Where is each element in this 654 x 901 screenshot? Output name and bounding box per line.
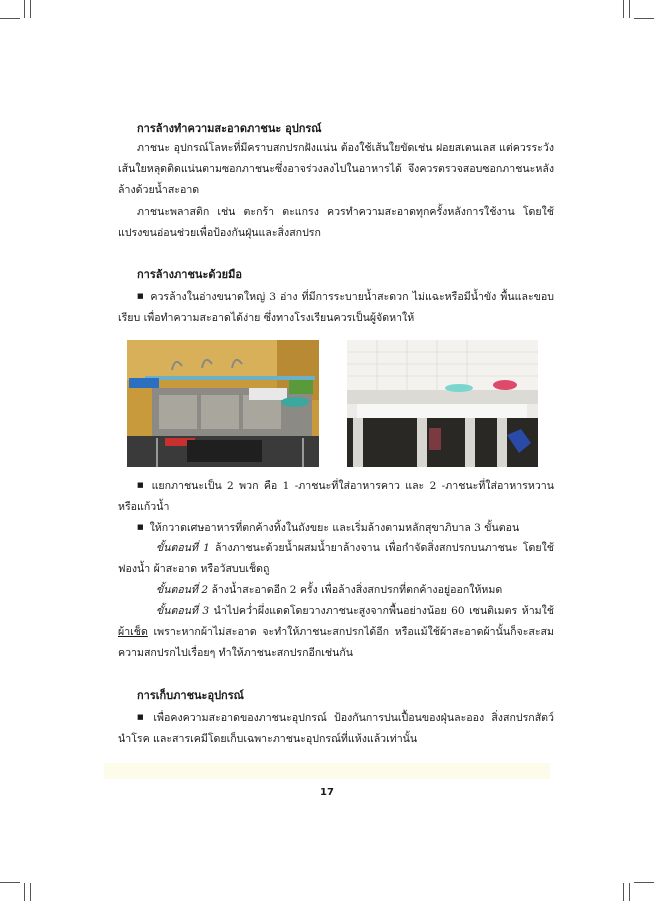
crop-mark [0, 882, 20, 883]
underlined-term: ผ้าเช็ด [118, 626, 148, 639]
step-text: นำไปคว่ำผึ่งแดดโดยวางภาชนะสูงจากพื้นอย่างน้อย 60 เซนติเมตร ห้ามใช้ [213, 605, 554, 617]
step-text: ล้างภาชนะด้วยน้ำผสมน้ำยาล้างจาน เพื่อกำจัดสิ่งสกปรกบนภาชนะ โดยใช้ฟองน้ำ ผ้าสะอาด หรือวัสบบเช็ดถู [118, 542, 554, 576]
bullet-text: ■ ให้กวาดเศษอาหารที่ตกค้างทิ้งในถังขยะ และเริ่มล้างตามหลักสุขาภิบาล 3 ขั้นตอน [118, 522, 519, 534]
page-number: 17 [320, 787, 334, 798]
step-paragraph [118, 538, 554, 580]
crop-mark [24, 883, 25, 901]
paragraph [118, 202, 554, 244]
crop-mark [629, 0, 630, 18]
step-paragraph [118, 601, 554, 665]
bullet-text: ■ เพื่อคงความสะอาดของภาชนะอุปกรณ์ ป้องกันการปนเปื้อนของฝุ่นละออง สิ่งสกปรกสัตว์นำโรค และสารเคมีโดยเก็บเฉพาะภาชนะอุปกรณ์ที่แห้งแล้วเท่านั้น [118, 712, 554, 745]
paragraph-text: ภาชนะ อุปกรณ์โลหะที่มีคราบสกปรกฝังแน่น ต้องใช้เส้นใยขัดเช่น ฝอยสเตนเลส แต่ควรระวังเส้นใยหลุดติดแน่นตามซอกภาชนะซึ่งอาจร่วงลงไปในอาหารได้ จึงควรตรวจสอบซอกภาชนะหลังล้างด้วยน้ำสะอาด [118, 142, 554, 197]
crop-mark [30, 883, 31, 901]
crop-mark [623, 0, 624, 18]
section-heading: การเก็บภาชนะอุปกรณ์ [137, 689, 244, 702]
section-heading: การล้างทำความสะอาดภาชนะ อุปกรณ์ [137, 122, 322, 135]
section-heading: การล้างภาชนะด้วยมือ [137, 268, 242, 281]
step-label: ขั้นตอนที่ 2 [156, 584, 209, 596]
step-text: ล้างน้ำสะอาดอีก 2 ครั้ง เพื่อล้างสิ่งสกปรกที่ตกค้างอยู่ออกให้หมด [211, 584, 503, 596]
crop-mark [634, 882, 654, 883]
crop-mark [623, 883, 624, 901]
bullet-paragraph [118, 286, 554, 329]
crop-mark [24, 0, 25, 18]
sink-illustration [127, 340, 319, 467]
step-label: ขั้นตอนที่ 3 [156, 605, 210, 617]
sink-photo-stainless [127, 340, 319, 467]
crop-mark [0, 18, 20, 19]
crop-mark [30, 0, 31, 18]
sink-photo-tiled [347, 340, 538, 467]
sink-illustration [347, 340, 538, 467]
bullet-text: ■ แยกภาชนะเป็น 2 พวก คือ 1 -ภาชนะที่ใส่อาหารคาว และ 2 -ภาชนะที่ใส่อาหารหวานหรือแก้วน้ำ [118, 480, 554, 513]
step-paragraph [118, 580, 554, 601]
step-label: ขั้นตอนที่ 1 [156, 542, 210, 554]
crop-mark [629, 883, 630, 901]
paragraph-text: ภาชนะพลาสติก เช่น ตะกร้า ตะแกรง ควรทำความสะอาดทุกครั้งหลังการใช้งาน โดยใช้แปรงขนอ่อนช่วยเพื่อป้องกันฝุ่นและสิ่งสกปรก [118, 206, 554, 240]
step-text: เพราะหากผ้าไม่สะอาด จะทำให้ภาชนะสกปรกได้อีก หรือแม้ใช้ผ้าสะอาดผ้านั้นก็จะสะสมความสกปรกไปเรื่อยๆ ทำให้ภาชนะสกปรกอีกเช่นกัน [118, 626, 554, 660]
bullet-paragraph [118, 707, 554, 750]
bullet-paragraph [118, 517, 554, 539]
footer-band [104, 763, 550, 779]
bullet-text: ■ ควรล้างในอ่างขนาดใหญ่ 3 อ่าง ที่มีการระบายน้ำสะดวก ไม่แฉะหรือมีน้ำขัง พื้นและขอบเรียบ เพื่อทำความสะอาดได้ง่าย ซึ่งทางโรงเรียนควรเป็นผู้จัดหาให้ [118, 291, 554, 324]
bullet-paragraph [118, 475, 554, 518]
crop-mark [634, 18, 654, 19]
paragraph [118, 138, 554, 202]
